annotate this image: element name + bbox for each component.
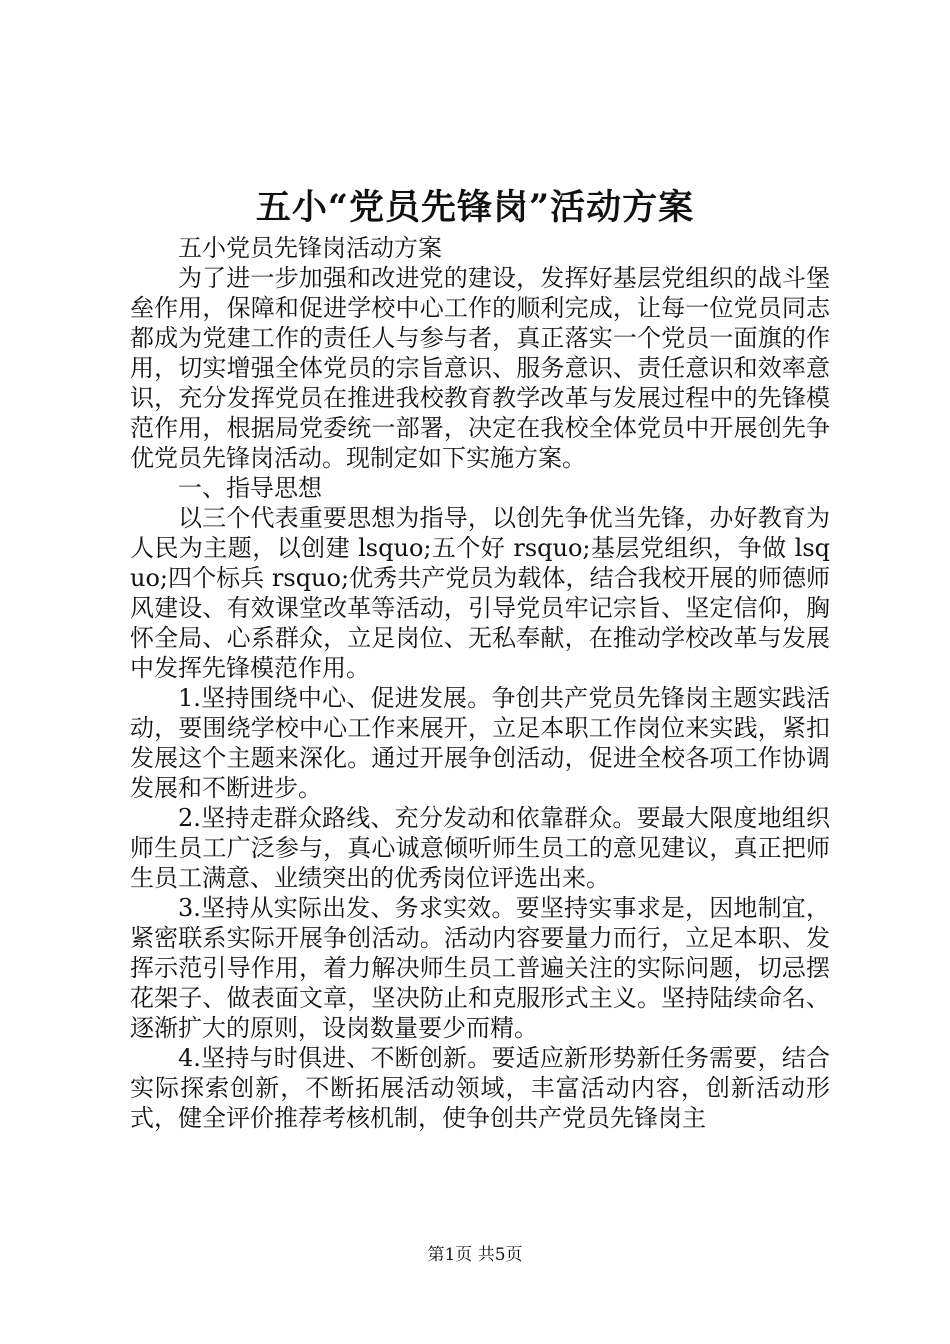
paragraph-guiding-thought: 以三个代表重要思想为指导，以创先争优当先锋，办好教育为人民为主题，以创建 lsquo;五个好 rsquo;基层党组织，争做 lsquo;四个标兵 rsquo;优秀共产党员为载体，结合我校开展的师德师风建设、有效课堂改革等活动，引导党员牢记宗旨、坚定信仰，胸怀全局、心系群众，立足岗位、无私奉献，在推动学校改革与发展中发挥先锋模范作用。 <box>130 504 830 682</box>
paragraph-item-4: 4.坚持与时俱进、不断创新。要适应新形势新任务需要，结合实际探索创新，不断拓展活动领域，丰富活动内容，创新活动形式，健全评价推荐考核机制，使争创共产党员先锋岗主 <box>130 1044 830 1132</box>
page-footer: 第1页 共5页 <box>427 1245 523 1265</box>
paragraph-item-2: 2.坚持走群众路线、充分发动和依靠群众。要最大限度地组织师生员工广泛参与，真心诚意倾听师生员工的意见建议，真正把师生员工满意、业绩突出的优秀岗位评选出来。 <box>130 804 830 892</box>
paragraph-subtitle: 五小党员先锋岗活动方案 <box>178 234 442 262</box>
paragraph-intro: 为了进一步加强和改进党的建设，发挥好基层党组织的战斗堡垒作用，保障和促进学校中心工作的顺利完成，让每一位党员同志都成为党建工作的责任人与参与者，真正落实一个党员一面旗的作用，切实增强全体党员的宗旨意识、服务意识、责任意识和效率意识，充分发挥党员在推进我校教育教学改革与发展过程中的先锋模范作用，根据局党委统一部署，决定在我校全体党员中开展创先争优党员先锋岗活动。现制定如下实施方案。 <box>130 264 830 472</box>
section-heading-guiding-thought: 一、指导思想 <box>178 474 322 502</box>
paragraph-item-1: 1.坚持围绕中心、促进发展。争创共产党员先锋岗主题实践活动，要围绕学校中心工作来展开，立足本职工作岗位来实践，紧扣发展这个主题来深化。通过开展争创活动，促进全校各项工作协调发展和不断进步。 <box>130 684 830 802</box>
document-title: 五小“党员先锋岗”活动方案 <box>255 187 695 228</box>
paragraph-item-3: 3.坚持从实际出发、务求实效。要坚持实事求是，因地制宜，紧密联系实际开展争创活动。活动内容要量力而行，立足本职、发挥示范引导作用，着力解决师生员工普遍关注的实际问题，切忌摆花架子、做表面文章，坚决防止和克服形式主义。坚持陆续命名、逐渐扩大的原则，设岗数量要少而精。 <box>130 894 830 1042</box>
document-body <box>130 233 830 1133</box>
